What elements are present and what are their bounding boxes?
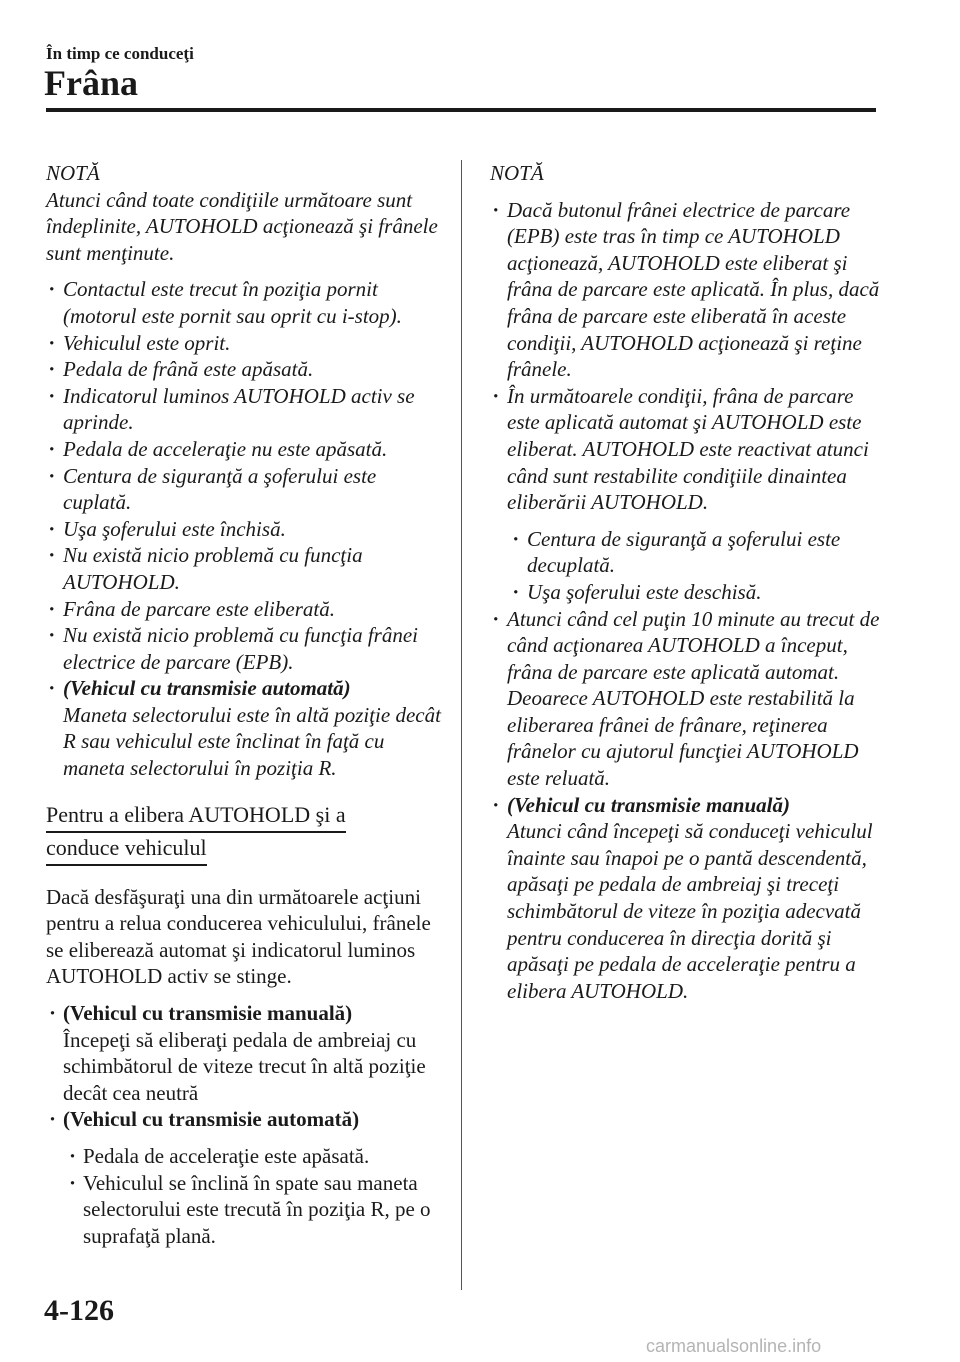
list-item (46, 675, 446, 781)
list-item: · Nu există nicio problemă cu funcţia frânei electrice de parcare (EPB). (46, 622, 446, 675)
list-item: · Contactul este trecut în poziţia pornit (motorul este pornit sau oprit cu i-stop). (46, 276, 446, 329)
list-item: · Pedala de acceleraţie nu este apăsată. (46, 436, 446, 463)
list-item: · Pedala de acceleraţie este apăsată. (66, 1143, 446, 1170)
note-list-continued (490, 606, 890, 1005)
watermark: carmanualsonline.info (646, 1336, 822, 1356)
note-intro: Atunci când toate condiţiile următoare sunt îndeplinite, AUTOHOLD acţionează şi frânele sunt menţinute. (46, 187, 438, 265)
subheading (46, 800, 446, 866)
list-item: · În următoarele condiţii, frâna de parcare este aplicată automat şi AUTOHOLD este eliberat. AUTOHOLD este reactivat atunci când sunt restabilite condiţiile dinaintea eliberării AUTOHOLD. (490, 383, 890, 516)
list-item: · Indicatorul luminos AUTOHOLD activ se aprinde. (46, 383, 446, 436)
automatic-label: (Vehicul cu transmisie automată) (63, 1107, 360, 1132)
list-item: · Uşa şoferului este deschisă. (510, 579, 890, 606)
manual-text: Atunci când începeţi să conduceţi vehiculul înainte sau înapoi pe o pantă descendentă, apăsaţi pe pedala de ambreiaj şi treceţi schimbătorul de viteze în poziţia adecvată pentru conducerea în direcţia dorită şi apăsaţi pe pedala de acceleraţie pentru a elibera AUTOHOLD. (507, 819, 873, 1003)
automatic-sublist (66, 1143, 446, 1249)
manual-label: (Vehicul cu transmisie manuală) (507, 792, 790, 817)
list-item: · Centura de siguranţă a şoferului este decuplată. (510, 526, 890, 579)
manual-text: Începeţi să eliberaţi pedala de ambreiaj cu schimbătorul de viteze trecut în altă poziţie decât cea neutră (63, 1027, 426, 1105)
note-heading: NOTĂ (490, 161, 544, 185)
page-number: 4-126 (44, 1294, 114, 1327)
auto-condition-text: Maneta selectorului este în altă poziţie decât R sau vehiculul este înclinat în faţă cu maneta selectorului în poziţia R. (63, 702, 441, 781)
list-item: · Centura de siguranţă a şoferului este cuplată. (46, 463, 446, 516)
list-item (46, 1106, 446, 1133)
manual-label: (Vehicul cu transmisie manuală) (63, 1001, 353, 1026)
subheading-line-1: Pentru a elibera AUTOHOLD şi a (46, 800, 346, 833)
release-list (46, 1000, 446, 1133)
list-item (490, 792, 890, 1005)
list-item: · Uşa şoferului este închisă. (46, 516, 446, 543)
release-intro: Dacă desfăşuraţi una din următoarele acţiuni pentru a relua conducerea vehiculului, frânele se eliberează automat şi indicatorul luminos AUTOHOLD activ se stinge. (46, 884, 431, 989)
subheading-line-2: conduce vehiculul (46, 833, 207, 866)
right-column (490, 160, 890, 1004)
left-column (46, 160, 446, 1249)
list-item: · Pedala de frână este apăsată. (46, 356, 446, 383)
page-title: Frâna (44, 63, 138, 103)
header-rule (46, 108, 876, 112)
note-heading: NOTĂ (46, 161, 100, 185)
list-item: · Atunci când cel puţin 10 minute au trecut de când acţionarea AUTOHOLD a început, frâna de parcare este aplicată automat. Deoarece AUTOHOLD este restabilită la eliberarea frânei de frânare, reţinerea frânelor cu ajutorul funcţiei AUTOHOLD este reluată. (490, 606, 890, 792)
list-item: · Dacă butonul frânei electrice de parcare (EPB) este tras în timp ce AUTOHOLD acţionează, AUTOHOLD este eliberat şi frâna de parcare este aplicată. În plus, dacă frâna de parcare este eliberată în aceste condiţii, AUTOHOLD acţionează şi reţine frânele. (490, 197, 890, 383)
conditions-list (46, 276, 446, 781)
note-sublist (510, 526, 890, 606)
list-item: · Frâna de parcare este eliberată. (46, 596, 446, 623)
list-item: · Vehiculul se înclină în spate sau maneta selectorului este trecută în poziţia R, pe o suprafaţă plană. (66, 1170, 446, 1250)
section-label: În timp ce conduceţi (46, 44, 194, 63)
list-item (46, 1000, 446, 1106)
note-list (490, 197, 890, 516)
auto-condition-label: (Vehicul cu transmisie automată) (63, 676, 351, 701)
column-divider (461, 160, 462, 1290)
list-item: · Nu există nicio problemă cu funcţia AUTOHOLD. (46, 542, 446, 595)
list-item: · Vehiculul este oprit. (46, 330, 446, 357)
